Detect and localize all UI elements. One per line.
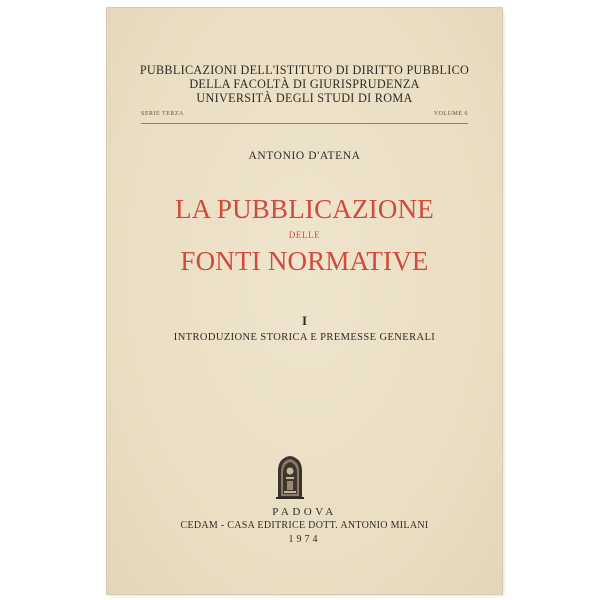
imprint-year: 1974	[288, 534, 321, 545]
cedam-emblem-icon	[276, 455, 304, 499]
title-connector: DELLE	[288, 230, 321, 240]
institution-line-2: DELLA FACOLTÀ DI GIURISPRUDENZA	[189, 77, 420, 91]
author-name: ANTONIO D'ATENA	[248, 150, 361, 162]
series-label: SERIE TERZA	[141, 111, 184, 117]
institution-line-3: UNIVERSITÀ DEGLI STUDI DI ROMA	[196, 91, 413, 105]
title-line-1: LA PUBBLICAZIONE	[175, 194, 434, 224]
subtitle: INTRODUZIONE STORICA E PREMESSE GENERALI	[173, 332, 436, 343]
volume-number: I	[301, 313, 308, 328]
imprint-publisher: CEDAM - CASA EDITRICE DOTT. ANTONIO MILANI	[180, 520, 429, 531]
institution-line-1: PUBBLICAZIONI DELL'ISTITUTO DI DIRITTO PUBBLICO	[139, 63, 470, 77]
title-line-2: FONTI NORMATIVE	[180, 246, 429, 276]
divider-rule	[141, 123, 468, 124]
imprint-city: PADOVA	[272, 506, 337, 518]
book-cover	[107, 8, 502, 594]
volume-label: VOLUME 6	[433, 111, 468, 117]
